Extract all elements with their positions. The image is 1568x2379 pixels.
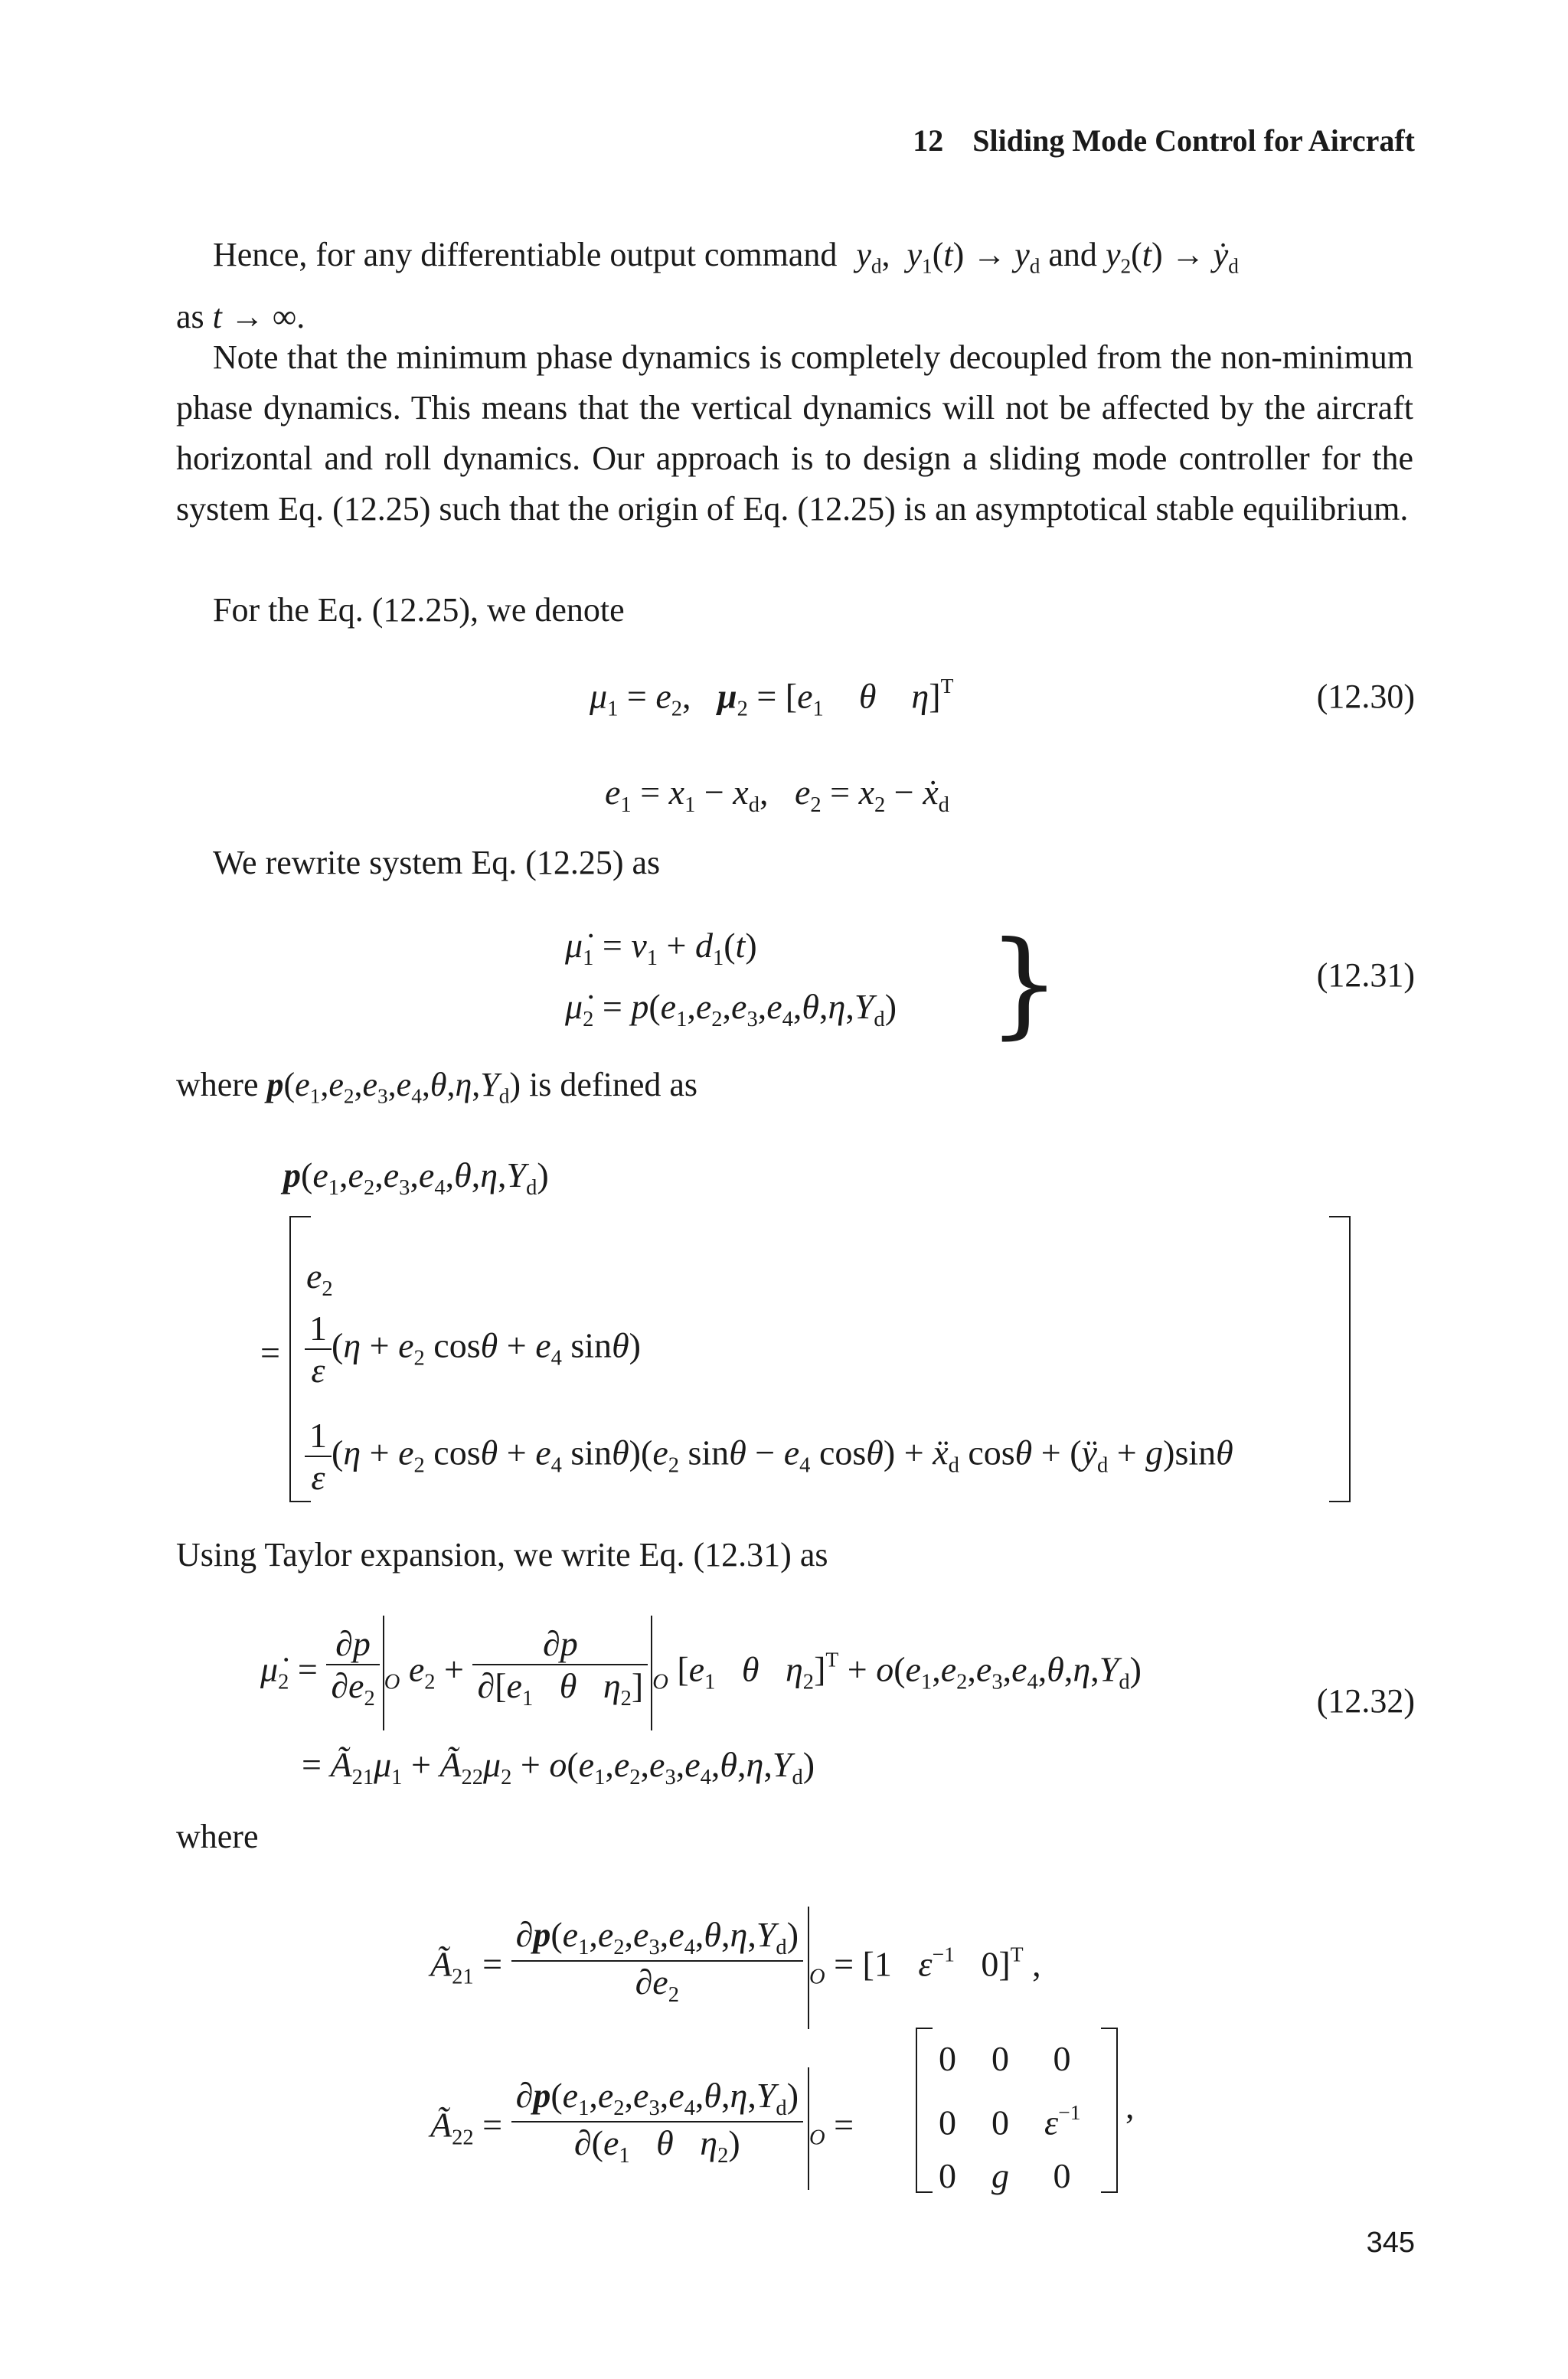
matrix-row-3: $\frac{1}{\varepsilon}$ ($\eta + e_2$ $\cos\theta + e_4$ $\sin\theta)(e_2$ $\sin\theta - e_4$ cosθ) + ẍ$_d$ $\cos\theta + (ÿ_d + g)\sin\theta$ <box>305 1415 1233 1498</box>
p-function-definition: $p(e_1,e_2,e_3,e_4,\theta,\eta,Y_d)$ <box>283 1155 549 1200</box>
paragraph-6: Using Taylor expansion, we write Eq. (12.31) as <box>176 1536 828 1573</box>
equation-12-32-line-1: $\mu̇_2$ = $\frac{\partial p}{\partial e_2}$ $_O$ $e_2$ + $\frac{\partial p}{\partial[e_1 \theta \eta_2]}$ $_O$ [$e_1$ θ $\eta_2]^T + o(e_1,e_2,e_3,e_4,\theta,\eta,Y_d)$ <box>260 1616 1142 1730</box>
paragraph-5: where $p(e_1,e_2,e_3,e_4,\theta,\eta,Y_d)$ is defined as <box>176 1066 698 1108</box>
equation-12-32-line-2: = $Ã_{21}\mu_1$ + $Ã_{22}\mu_2 + o(e_1,e_2,e_3,e_4,\theta,\eta,Y_d)$ <box>302 1745 815 1789</box>
matrix-row-2: $\frac{1}{\varepsilon}$ ($\eta + e_2$ $\cos\theta + e_4$ sinθ) <box>305 1308 641 1390</box>
paragraph-1-line-1: Hence, for any differentiable output command $y_d$, $y_1(t) \to y_d$ and $y_2(t)$ → ẏ$_d$ <box>213 236 1239 278</box>
equation-12-31-line-1: $\mu̇_1 = v_1 + d_1(t)$ <box>565 926 757 970</box>
equation-12-31-line-2: $\mu̇_2 = p(e_1,e_2,e_3,e_4,\theta,\eta,Y_d)$ <box>565 987 897 1031</box>
equation-12-30-line-1: $\mu_1 = e_2$, $\mu_2 = [e_1$ θ η]$^T$ <box>590 674 954 721</box>
right-brace: } <box>988 917 1061 1051</box>
a22-definition: $Ã_{22}$ = $\frac{\partial p(e_1,e_2,e_3,e_4,\theta,\eta,Y_d)}{\partial(e_1 \theta \eta_2)}$ $_O$ = <box>430 2067 854 2190</box>
a22-matrix: 0 0 0 0 0 $\varepsilon^{-1}$ 0 g 0 <box>939 2039 1081 2196</box>
matrix-row-1: $e_2$ <box>306 1256 333 1301</box>
running-header <box>913 123 1415 158</box>
paragraph-1 <box>176 230 1413 342</box>
chapter-number: 12 <box>913 123 944 158</box>
page-number: 345 <box>1366 2227 1415 2259</box>
chapter-title: Sliding Mode Control for Aircraft <box>972 123 1415 158</box>
a21-definition: $Ã_{21}$ = $\frac{\partial p(e_1,e_2,e_3,e_4,\theta,\eta,Y_d)}{\partial e_2}$ $_O$ = [1 $\varepsilon^{-1}$ 0]$^T$ , <box>430 1907 1041 2029</box>
paragraph-7: where <box>176 1818 259 1855</box>
a22-left-bracket <box>916 2028 933 2193</box>
equals-sign: = <box>260 1333 280 1372</box>
equation-12-30-line-2: $e_1 = x_1 - x_d$, $e_2 = x_2$ − ẋ$_d$ <box>605 773 949 817</box>
equation-number-12-32: (12.32) <box>1316 1682 1415 1720</box>
right-bracket <box>1329 1216 1351 1502</box>
equation-number-12-30: (12.30) <box>1316 678 1415 715</box>
paragraph-4: We rewrite system Eq. (12.25) as <box>213 844 661 881</box>
equation-number-12-31: (12.31) <box>1316 956 1415 994</box>
a22-right-bracket <box>1101 2028 1118 2193</box>
paragraph-1-line-2: as t → ∞. <box>176 297 305 335</box>
paragraph-2: Note that the minimum phase dynamics is completely decoupled from the non-minimum phase dynamics. This means that the vertical dynamics will not be affected by the aircraft horizontal and roll dynamics. Our approach is to design a sliding mode controller for the system Eq. (12.25) such that the origin of Eq. (12.25) is an asymptotical stable equilibrium. <box>176 338 1413 528</box>
paragraph-3: For the Eq. (12.25), we denote <box>213 591 625 629</box>
trailing-comma: , <box>1125 2087 1135 2126</box>
